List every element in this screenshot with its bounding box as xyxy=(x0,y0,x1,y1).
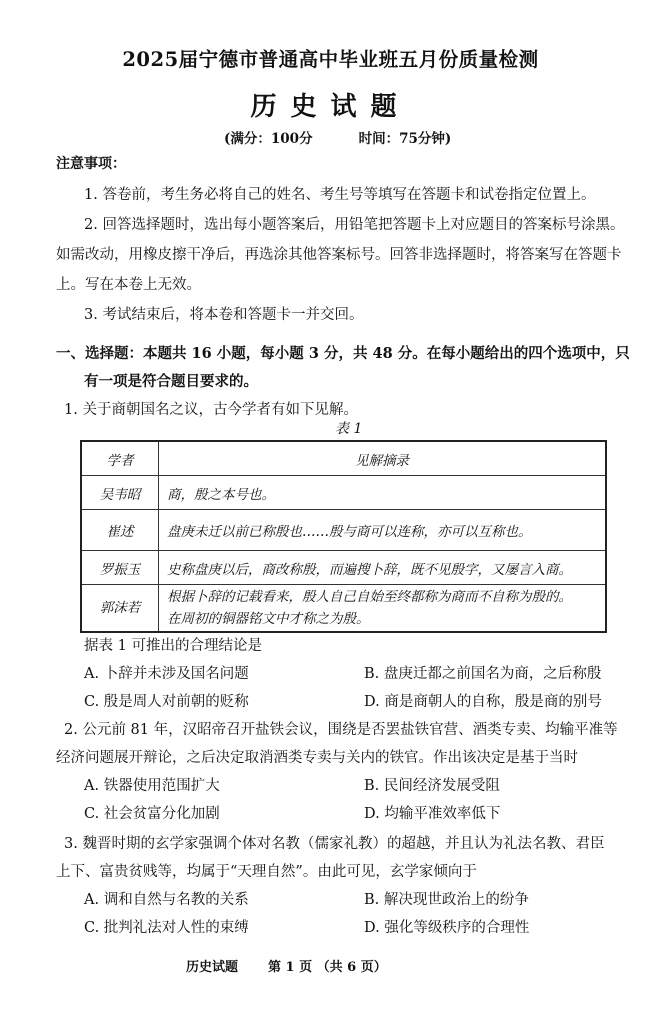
subject-title: 历史试题 xyxy=(250,92,411,122)
notice-item-3: 3. 考试结束后，将本卷和答题卡一并交回。 xyxy=(84,307,364,323)
full-score: (满分：100分 xyxy=(224,131,313,147)
scholar-view xyxy=(159,585,607,633)
q3-option-c[interactable]: C. 批判礼法对人性的束缚 xyxy=(84,920,249,936)
scholar-name: 郭沫若 xyxy=(81,585,159,633)
table-row xyxy=(81,476,606,510)
notice-item-1: 1. 答卷前，考生务必将自己的姓名、考生号等填写在答题卡和试卷指定位置上。 xyxy=(84,187,596,203)
q1-option-b[interactable]: B. 盘庚迁都之前国名为商，之后称殷 xyxy=(364,666,602,682)
table-row xyxy=(81,551,606,585)
q2-option-a[interactable]: A. 铁器使用范围扩大 xyxy=(84,778,220,794)
table-caption: 表 1 xyxy=(335,421,363,437)
notice-item-2: 2. 回答选择题时，选出每小题答案后，用铅笔把答题卡上对应题目的答案标号涂黑。 xyxy=(84,217,625,233)
q2-option-b[interactable]: B. 民间经济发展受阻 xyxy=(364,778,500,794)
scholar-views-table xyxy=(80,440,607,633)
page-footer xyxy=(186,956,387,975)
scholar-view-line: 根据卜辞的记载看来，殷人自己自始至终都称为商而不自称为殷的。 xyxy=(167,589,572,605)
q1-option-a[interactable]: A. 卜辞并未涉及国名问题 xyxy=(84,666,249,682)
q3-option-d[interactable]: D. 强化等级秩序的合理性 xyxy=(364,920,530,936)
scholar-view: 史称盘庚以后，商改称殷，而遍搜卜辞，既不见殷字，又屡言入商。 xyxy=(159,551,607,585)
scholar-view: 盘庚未迁以前已称殷也……殷与商可以连称，亦可以互称也。 xyxy=(159,510,607,551)
q2-option-d[interactable]: D. 均输平准效率低下 xyxy=(364,806,501,822)
question-1-stem: 1. 关于商朝国名之议，古今学者有如下见解。 xyxy=(64,402,358,418)
scholar-name: 罗振玉 xyxy=(81,551,159,585)
footer-subject: 历史试题 xyxy=(186,960,239,975)
section-heading: 一、选择题：本题共 16 小题，每小题 3 分，共 48 分。在每小题给出的四个选项中，只 xyxy=(56,345,630,362)
table-header-scholar: 学者 xyxy=(81,441,159,476)
notice-item-2-cont: 如需改动，用橡皮擦干净后，再选涂其他答案标号。回答非选择题时，将答案写在答题卡 xyxy=(56,247,622,263)
question-3-stem: 3. 魏晋时期的玄学家强调个体对名教（儒家礼教）的超越，并且认为礼法名教、君臣 xyxy=(64,836,605,852)
question-3-stem-cont: 上下、富贵贫贱等，均属于“天理自然”。由此可见，玄学家倾向于 xyxy=(56,864,477,880)
page-number: 第 1 页 （共 6 页） xyxy=(268,960,387,975)
q2-option-c[interactable]: C. 社会贫富分化加剧 xyxy=(84,806,220,822)
notice-heading: 注意事项： xyxy=(56,156,126,172)
question-2-stem-cont: 经济问题展开辩论，之后决定取消酒类专卖与关内的铁官。作出该决定是基于当时 xyxy=(56,750,578,766)
question-2-stem: 2. 公元前 81 年，汉昭帝召开盐铁会议，围绕是否罢盐铁官营、酒类专卖、均输平准等 xyxy=(64,722,618,738)
q3-option-a[interactable]: A. 调和自然与名教的关系 xyxy=(84,892,249,908)
question-1-prompt: 据表 1 可推出的合理结论是 xyxy=(84,638,262,654)
q1-option-c[interactable]: C. 殷是周人对前朝的贬称 xyxy=(84,694,249,710)
q3-option-b[interactable]: B. 解决现世政治上的纷争 xyxy=(364,892,529,908)
table-row xyxy=(81,510,606,551)
section-heading-cont: 有一项是符合题目要求的。 xyxy=(84,373,258,390)
notice-item-2-end: 上。写在本卷上无效。 xyxy=(56,277,201,293)
table-header-view: 见解摘录 xyxy=(159,441,607,476)
exam-meta xyxy=(224,127,451,147)
q1-option-d[interactable]: D. 商是商朝人的自称，殷是商的别号 xyxy=(364,694,602,710)
scholar-name: 吴韦昭 xyxy=(81,476,159,510)
scholar-name: 崔述 xyxy=(81,510,159,551)
scholar-view: 商，殷之本号也。 xyxy=(159,476,607,510)
table-row xyxy=(81,585,606,633)
scholar-view-line: 在周初的铜器铭文中才称之为殷。 xyxy=(167,611,370,627)
exam-time: 时间：75分钟) xyxy=(358,131,452,147)
exam-title: 2025届宁德市普通高中毕业班五月份质量检测 xyxy=(122,48,539,71)
